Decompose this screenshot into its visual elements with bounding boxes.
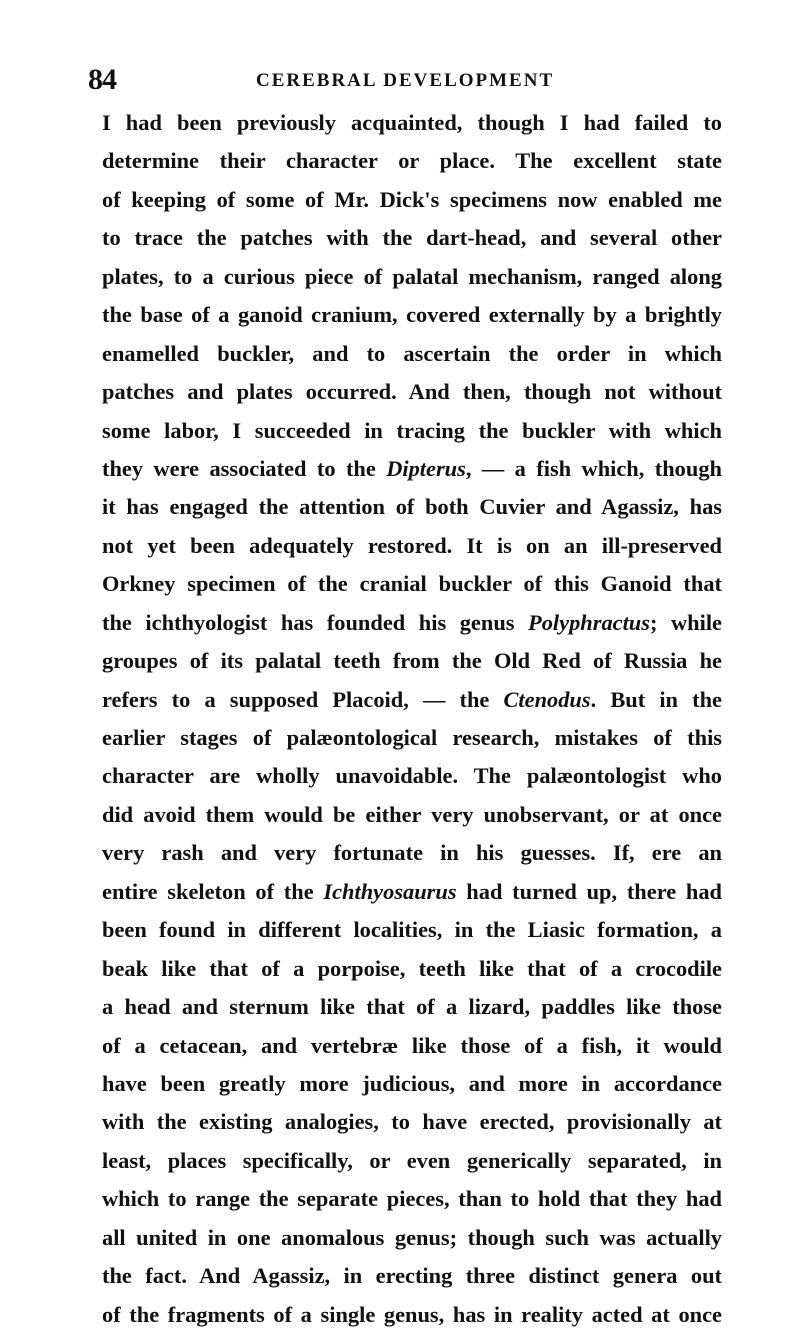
text-line: it has engaged the attention of both Cuvier and Agassiz, has: [102, 494, 722, 520]
text-line: with the existing analogies, to have erected, provisionally at: [102, 1109, 722, 1135]
italic-term: Dipterus: [386, 455, 466, 481]
text-line: refers to a supposed Placoid, — the Ctenodus. But in the: [102, 686, 722, 712]
text-line: plates, to a curious piece of palatal mechanism, ranged along: [102, 263, 722, 289]
text-line: entire skeleton of the Ichthyosaurus had turned up, there had: [102, 878, 722, 904]
page-number: 84: [88, 63, 116, 96]
text-line: the fact. And Agassiz, in erecting three distinct genera out: [102, 1263, 722, 1289]
text-line: beak like that of a porpoise, teeth like that of a crocodile: [102, 955, 722, 981]
text-line: all united in one anomalous genus; though such was actually: [102, 1224, 722, 1250]
text-line: earlier stages of palæontological research, mistakes of this: [102, 725, 722, 750]
text-line: very rash and very fortunate in his guesses. If, ere an: [102, 840, 722, 866]
text-line: not yet been adequately restored. It is on an ill-preserved: [102, 532, 722, 558]
text-line: to trace the patches with the dart-head, and several other: [102, 225, 722, 251]
italic-term: Polyphractus: [528, 609, 650, 635]
text-line: Orkney specimen of the cranial buckler of this Ganoid that: [102, 571, 722, 597]
text-line: they were associated to the Dipterus, — a fish which, though: [102, 455, 722, 481]
text-line: the ichthyologist has founded his genus Polyphractus; while: [102, 609, 722, 635]
text-line: which to range the separate pieces, than to hold that they had: [102, 1186, 722, 1212]
text-line: have been greatly more judicious, and more in accordance: [102, 1070, 722, 1096]
text-line: a head and sternum like that of a lizard, paddles like those: [102, 994, 722, 1020]
text-line: of the fragments of a single genus, has in reality acted at once: [102, 1301, 722, 1327]
text-line: patches and plates occurred. And then, though not without: [102, 379, 722, 405]
italic-term: Ichthyosaurus: [323, 878, 457, 904]
text-line: the base of a ganoid cranium, covered externally by a brightly: [102, 302, 722, 328]
text-line: determine their character or place. The excellent state: [102, 148, 722, 174]
text-line: groupes of its palatal teeth from the Old Red of Russia he: [102, 648, 722, 674]
text-line: least, places specifically, or even generically separated, in: [102, 1147, 722, 1173]
text-line: I had been previously acquainted, though I had failed to: [102, 110, 722, 135]
text-line: of keeping of some of Mr. Dick's specimens now enabled me: [102, 186, 722, 212]
running-head: [88, 60, 736, 100]
running-head-title: CEREBRAL DEVELOPMENT: [256, 70, 555, 91]
italic-term: Ctenodus: [503, 686, 591, 712]
text-line: character are wholly unavoidable. The palæontologist who: [102, 763, 722, 789]
text-line: did avoid them would be either very unobservant, or at once: [102, 801, 722, 827]
body-text: [102, 104, 722, 1334]
text-line: some labor, I succeeded in tracing the buckler with which: [102, 417, 722, 443]
text-line: enamelled buckler, and to ascertain the order in which: [102, 340, 722, 366]
text-line: been found in different localities, in the Liasic formation, a: [102, 917, 722, 943]
text-line: of a cetacean, and vertebræ like those of a fish, it would: [102, 1032, 722, 1058]
